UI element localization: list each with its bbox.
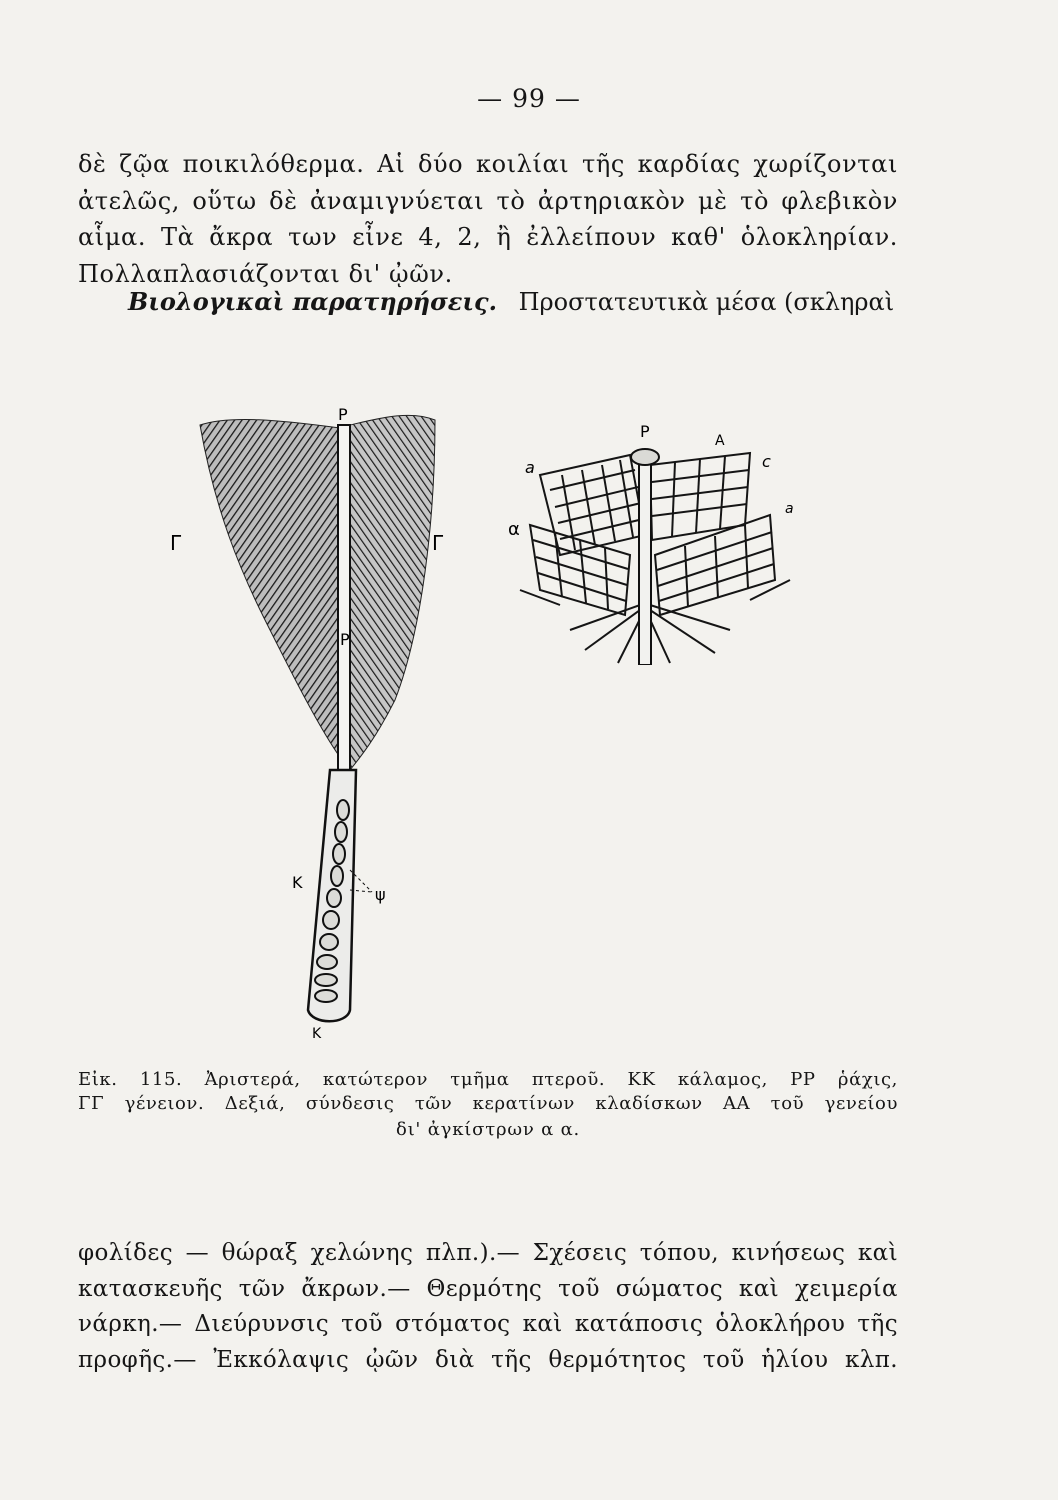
paragraph-top bbox=[78, 146, 898, 292]
barb-connection-illustration bbox=[500, 415, 810, 665]
text-line: νάρκη.— Διεύρυνσις τοῦ στόματος καὶ κατάποσις ὁλοκλήρου τῆς bbox=[78, 1311, 898, 1337]
label-vane-right: Γ bbox=[432, 531, 444, 555]
text-line: προφῆς.— Ἐκκόλαψις ᾠῶν διὰ τῆς θερμότητος τοῦ ἡλίου κλπ. bbox=[78, 1346, 898, 1373]
label-rachis: P bbox=[640, 422, 650, 441]
label-calamus-upper: K bbox=[292, 873, 303, 892]
label-calamus-lower: K bbox=[312, 1026, 322, 1042]
caption-line: ΓΓ γένειον. Δεξιά, σύνδεσις τῶν κερατίνων κλαδίσκων ΑΑ τοῦ γενείου bbox=[78, 1093, 898, 1114]
paragraph-bottom bbox=[78, 1236, 898, 1378]
label-psi: ψ bbox=[375, 885, 386, 904]
text-line: δὲ ζῷα ποικιλόθερμα. Αἱ δύο κοιλίαι τῆς καρδίας χωρίζονται bbox=[78, 150, 898, 178]
text-line: Πολλαπλασιάζονται δι' ᾠῶν. bbox=[78, 259, 453, 288]
text-line: φολίδες — θώραξ χελώνης πλπ.).— Σχέσεις τόπου, κινήσεως καὶ bbox=[78, 1240, 898, 1266]
text-line: κατασκευῆς τῶν ἄκρων.— Θερμότης τοῦ σώματος καὶ χειμερία bbox=[78, 1275, 898, 1302]
section-heading: Βιολογικαὶ παρατηρήσεις. bbox=[128, 287, 497, 316]
label-rachis-mid: P bbox=[340, 630, 350, 649]
section-heading-line bbox=[78, 282, 898, 322]
caption-line: δι' ἀγκίστρων α α. bbox=[395, 1119, 581, 1140]
heading-continuation-text: Προστατευτικὰ μέσα (σκληραὶ bbox=[518, 288, 895, 316]
text-line: αἷμα. Τὰ ἄκρα των εἶνε 4, 2, ἢ ἐλλείπουν καθ' ὁλοκληρίαν. bbox=[78, 223, 898, 251]
label-rachis-top: P bbox=[338, 405, 348, 424]
label-vane-left: Γ bbox=[170, 531, 182, 555]
label-barb-A: A bbox=[715, 433, 725, 449]
feather-illustration bbox=[160, 400, 460, 1050]
text-line: ἀτελῶς, οὕτω δὲ ἀναμιγνύεται τὸ ἀρτηριακὸν μὲ τὸ φλεβικὸν bbox=[78, 186, 898, 215]
label-c: c bbox=[762, 452, 771, 471]
page-number: — 99 — bbox=[477, 84, 581, 113]
label-hook-a-top: a bbox=[525, 458, 535, 477]
caption-line: Εἰκ. 115. Ἀριστερά, κατώτερον τμῆμα πτεροῦ. ΚΚ κάλαμος, ΡΡ ῥάχις, bbox=[78, 1069, 898, 1090]
label-hook-a-left: α bbox=[508, 519, 520, 540]
figure-caption bbox=[78, 1068, 898, 1144]
label-hook-a-right: a bbox=[785, 501, 794, 517]
